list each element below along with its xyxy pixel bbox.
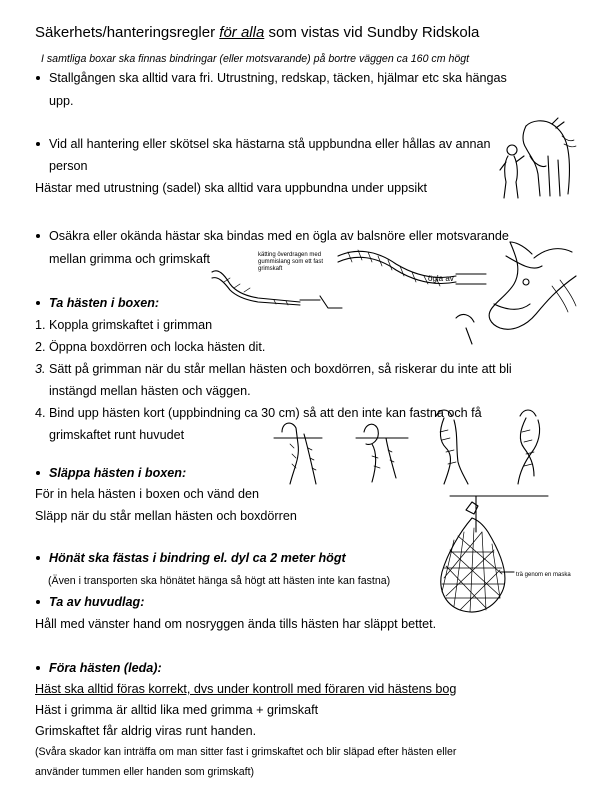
horse-handler-illustration (492, 116, 577, 200)
okanda-line2: mellan grimma och grimskaft (49, 252, 210, 266)
step-number: 1. (35, 318, 46, 332)
slappa-line1: För in hela hästen i boxen och vänd den (35, 487, 260, 501)
step-text: Sätt på grimman när du står mellan hästen och boxdörren, så riskerar du inte att bli (49, 362, 512, 376)
slappa-line2: Släpp när du står mellan hästen och boxdörren (35, 509, 297, 523)
bullet (36, 666, 40, 670)
hantering-line1: Vid all hantering eller skötsel ska hästarna stå uppbundna eller hållas av annan (49, 137, 491, 151)
hoet-heading: Hönät ska fästas i bindring el. dyl ca 2 meter högt (49, 551, 346, 565)
bullet (36, 76, 40, 80)
hantering-line2: person (49, 159, 88, 173)
leda-heading: Föra hästen (leda): (49, 661, 162, 675)
step-text: Bind upp hästen kort (uppbindning ca 30 cm) så att den inte kan fastna och få (49, 406, 482, 420)
step-text-continued: grimskaftet runt huvudet (49, 428, 185, 442)
hantering-line3: Hästar med utrustning (sadel) ska alltid vara uppbundna under uppsikt (35, 181, 428, 195)
step-text-continued: instängd mellan hästen och väggen. (49, 384, 251, 398)
step-number: 4. (35, 406, 46, 420)
hoet-note: (Även i transporten ska hönätet hänga så högt att hästen inte kan fastna) (48, 575, 391, 587)
bullet (36, 234, 40, 238)
title-emphasis: för alla (219, 24, 265, 41)
huvudlag-heading: Ta av huvudlag: (49, 595, 145, 609)
step-text: Koppla grimskaftet i grimman (49, 318, 213, 332)
net-caption: trä genom en maska (516, 572, 571, 578)
title-part2: som vistas vid Sundby Ridskola (264, 24, 480, 41)
bullet (36, 471, 40, 475)
leda-line3: Grimskaftet får aldrig viras runt handen. (35, 724, 257, 738)
bullet (36, 301, 40, 305)
leda-line1: Häst ska alltid föras korrekt, dvs under kontroll med föraren vid hästens bog (35, 682, 457, 696)
leda-line2: Häst i grimma är alltid lika med grimma + grimskaft (35, 703, 319, 717)
okanda-line1: Osäkra eller okända hästar ska bindas med en ögla av balsnöre eller motsvarande (49, 229, 509, 243)
bullet (36, 600, 40, 604)
bullet (36, 556, 40, 560)
hay-net-illustration (430, 492, 550, 620)
huvudlag-line1: Håll med vänster hand om nosryggen ända tills hästen har släppt bettet. (35, 617, 437, 631)
stallgang-line1: Stallgången ska alltid vara fri. Utrustning, redskap, täcken, hjälmar etc ska hängas (49, 71, 507, 85)
page-title (35, 24, 479, 42)
subtitle: I samtliga boxar ska finnas bindringar (eller motsvarande) på bortre väggen ca 160 cm högt (41, 53, 470, 65)
ogla-caption: ögla av (428, 274, 454, 283)
step-number: 2. (35, 340, 46, 354)
chain-caption: kätting överdragen med gummislang som ett fast grimskaft (258, 252, 324, 272)
boxen-heading: Ta hästen i boxen: (49, 296, 160, 310)
leda-line5: använder tummen eller handen som grimskaft) (35, 766, 255, 778)
leda-line4: (Svåra skador kan inträffa om man sitter fast i grimskaftet och blir släpad efter hästen eller (35, 746, 457, 758)
step-text: Öppna boxdörren och locka hästen dit. (49, 340, 266, 354)
title-part1: Säkerhets/hanteringsregler (35, 24, 220, 41)
slappa-heading: Släppa hästen i boxen: (49, 466, 187, 480)
bullet (36, 142, 40, 146)
quick-release-knot-illustration (268, 404, 568, 490)
step-number: 3. (35, 362, 46, 376)
stallgang-line2: upp. (49, 94, 74, 108)
twine-loop-horse-head-illustration (336, 236, 582, 346)
